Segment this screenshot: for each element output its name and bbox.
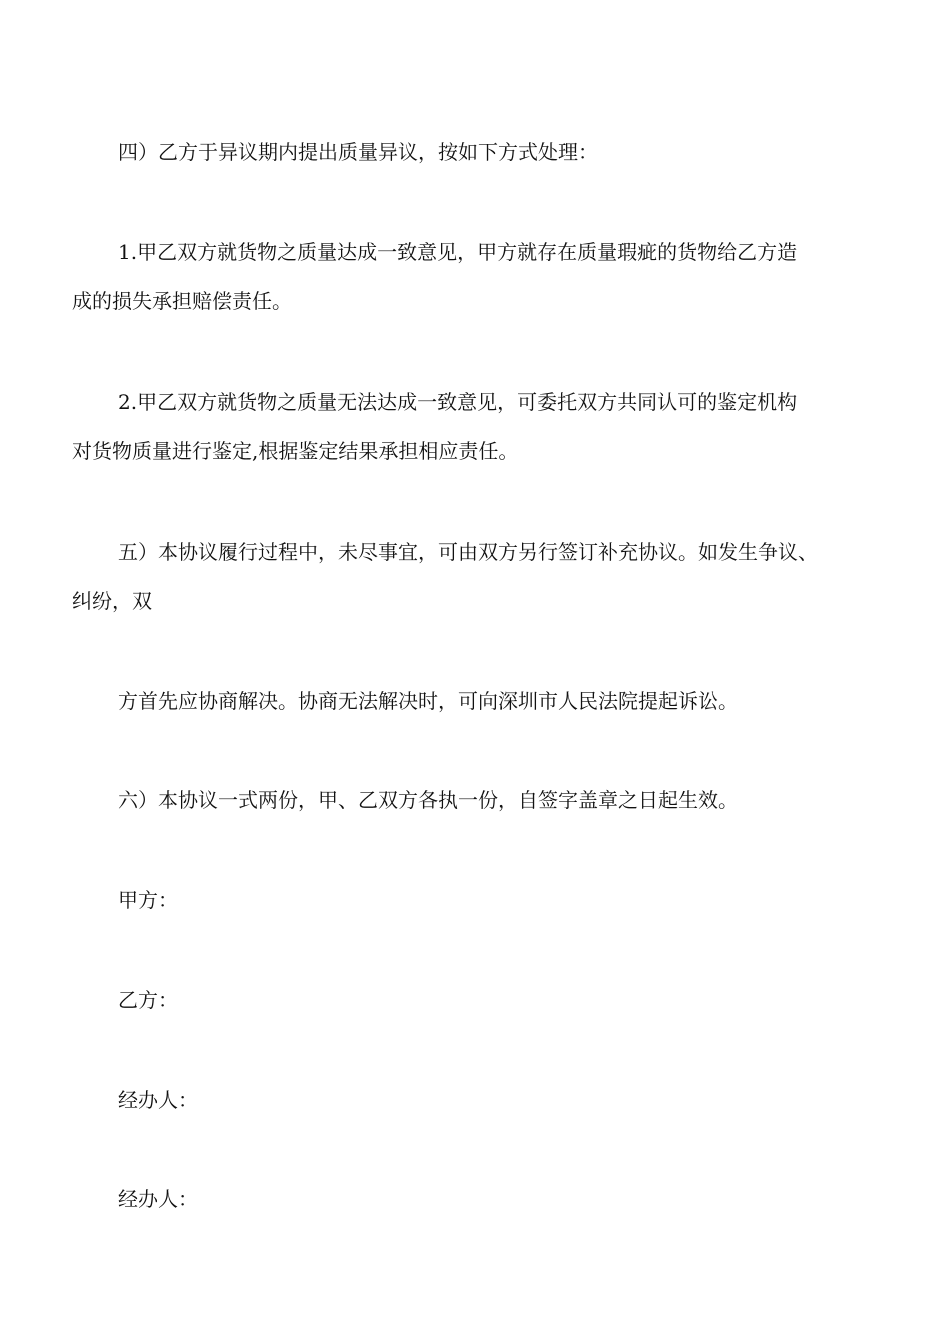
section-5-line-2: 纠纷，双 <box>72 589 152 613</box>
section-5-line-3: 方首先应协商解决。协商无法解决时，可向深圳市人民法院提起诉讼。 <box>118 689 738 713</box>
section-4-heading: 四）乙方于异议期内提出质量异议，按如下方式处理： <box>118 140 598 164</box>
agent-2-label: 经办人： <box>118 1187 198 1211</box>
section-4-item-2-line-2: 对货物质量进行鉴定,根据鉴定结果承担相应责任。 <box>72 439 519 463</box>
section-4-item-1-line-1: 1.甲乙双方就货物之质量达成一致意见，甲方就存在质量瑕疵的货物给乙方造 <box>118 240 798 264</box>
section-6-text: 六）本协议一式两份，甲、乙双方各执一份，自签字盖章之日起生效。 <box>118 788 738 812</box>
party-b-label: 乙方： <box>118 988 178 1012</box>
agent-1-label: 经办人： <box>118 1088 198 1112</box>
section-4-item-2-line-1: 2.甲乙双方就货物之质量无法达成一致意见，可委托双方共同认可的鉴定机构 <box>118 390 798 414</box>
party-a-label: 甲方： <box>118 888 178 912</box>
section-4-item-1-line-2: 成的损失承担赔偿责任。 <box>72 289 292 313</box>
section-5-line-1: 五）本协议履行过程中，未尽事宜，可由双方另行签订补充协议。如发生争议、 <box>118 540 818 564</box>
